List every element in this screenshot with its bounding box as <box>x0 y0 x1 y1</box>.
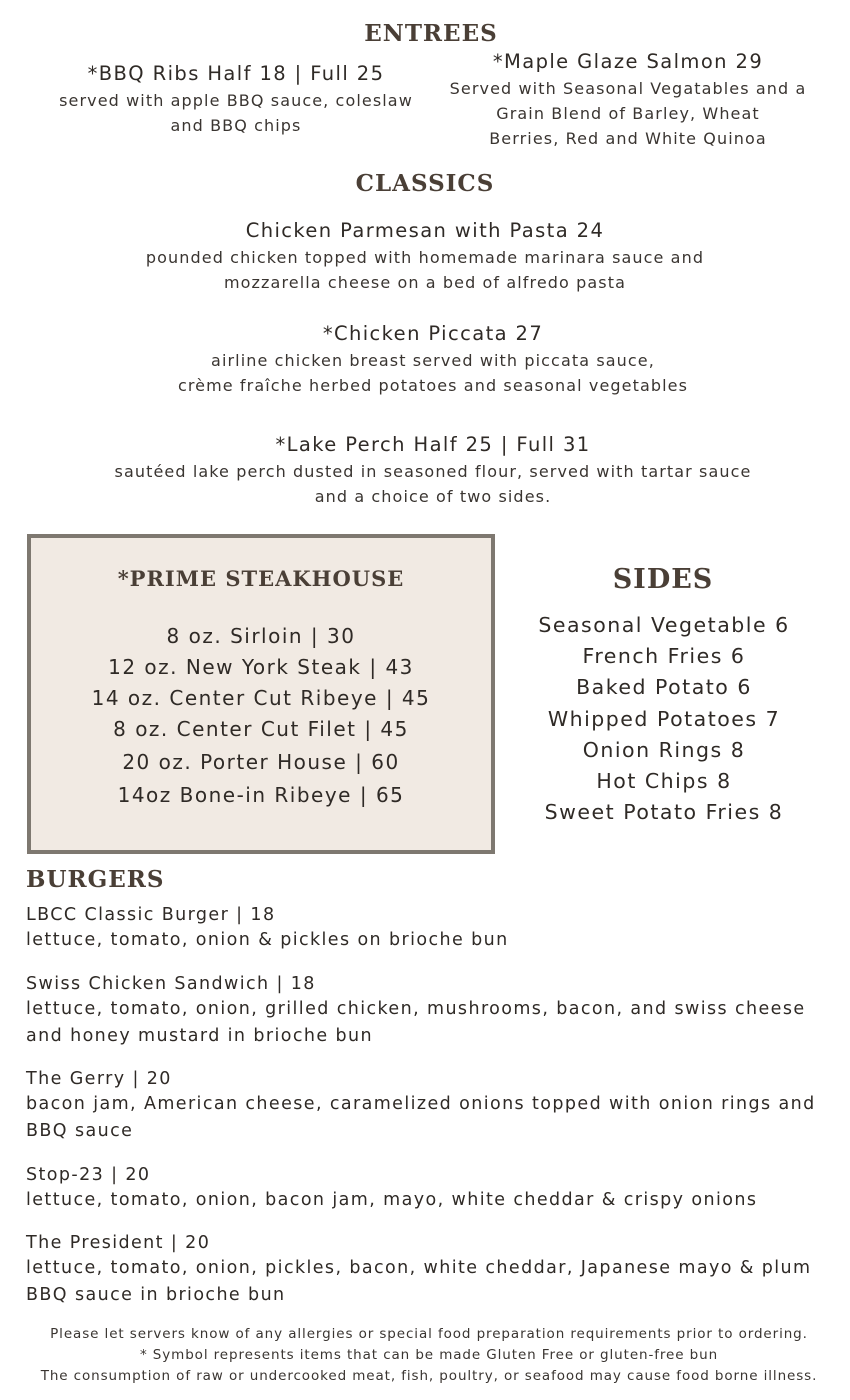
burger-item-swiss-chicken <box>26 972 816 1050</box>
side-item: Sweet Potato Fries 8 <box>544 800 784 825</box>
item-description: lettuce, tomato, onion, grilled chicken, mushrooms, bacon, and swiss cheese <box>26 999 806 1019</box>
steakhouse-list <box>31 621 491 811</box>
steak-item: 8 oz. Sirloin | 30 <box>166 624 356 648</box>
sides-heading: SIDES <box>612 564 714 595</box>
steak-item: 14oz Bone-in Ribeye | 65 <box>117 783 405 807</box>
item-description: lettuce, tomato, onion, bacon jam, mayo, white cheddar & crispy onions <box>26 1190 758 1210</box>
item-description: Grain Blend of Barley, Wheat <box>496 104 760 123</box>
gluten-free-notice: * Symbol represents items that can be made Gluten Free or gluten-free bun <box>139 1347 719 1363</box>
entree-item-salmon <box>428 48 828 151</box>
item-title: *BBQ Ribs Half 18 | Full 25 <box>87 62 385 85</box>
item-description: lettuce, tomato, onion, pickles, bacon, white cheddar, Japanese mayo & plum <box>26 1258 812 1278</box>
item-title: LBCC Classic Burger | 18 <box>26 905 276 925</box>
item-title: Chicken Parmesan with Pasta 24 <box>245 219 605 242</box>
item-description: and BBQ chips <box>170 116 302 135</box>
item-title: The Gerry | 20 <box>26 1069 172 1089</box>
side-item: French Fries 6 <box>582 644 746 669</box>
steak-item: 12 oz. New York Steak | 43 <box>108 655 414 679</box>
steak-item: 20 oz. Porter House | 60 <box>122 750 400 774</box>
side-item: Whipped Potatoes 7 <box>547 706 781 731</box>
item-title: *Chicken Piccata 27 <box>322 322 544 345</box>
item-description: and a choice of two sides. <box>314 487 552 506</box>
item-description: and honey mustard in brioche bun <box>26 1026 373 1046</box>
classic-item-chicken-parmesan <box>0 217 850 295</box>
side-item: Baked Potato 6 <box>576 675 752 700</box>
steakhouse-box <box>27 534 495 854</box>
classic-item-lake-perch <box>0 431 850 509</box>
item-title: *Lake Perch Half 25 | Full 31 <box>275 433 591 456</box>
item-description: crème fraîche herbed potatoes and seasonal vegetables <box>177 376 689 395</box>
burger-item-stop-23 <box>26 1163 816 1214</box>
item-description: Berries, Red and White Quinoa <box>489 129 767 148</box>
burger-item-lbcc-classic <box>26 903 816 954</box>
burger-item-the-president <box>26 1231 816 1309</box>
side-item: Onion Rings 8 <box>582 737 746 762</box>
item-description: BBQ sauce <box>26 1121 134 1141</box>
item-description: Served with Seasonal Vegatables and a <box>449 79 807 98</box>
steak-item: 8 oz. Center Cut Filet | 45 <box>113 717 409 741</box>
item-title: *Maple Glaze Salmon 29 <box>492 50 764 73</box>
burgers-heading: BURGERS <box>26 866 165 893</box>
item-description: lettuce, tomato, onion & pickles on brioche bun <box>26 930 509 950</box>
sides-list <box>514 610 814 828</box>
item-description: BBQ sauce in brioche bun <box>26 1285 286 1305</box>
steak-item: 14 oz. Center Cut Ribeye | 45 <box>91 686 431 710</box>
entree-item-bbq-ribs <box>36 60 436 138</box>
classics-heading: CLASSICS <box>355 170 495 197</box>
item-description: sautéed lake perch dusted in seasoned flour, served with tartar sauce <box>114 462 752 481</box>
item-description: airline chicken breast served with piccata sauce, <box>211 351 655 370</box>
item-description: pounded chicken topped with homemade marinara sauce and <box>145 248 705 267</box>
item-title: Swiss Chicken Sandwich | 18 <box>26 974 316 994</box>
side-item: Seasonal Vegetable 6 <box>538 613 790 637</box>
allergy-notice: Please let servers know of any allergies or special food preparation requirements prior to ordering. <box>50 1326 808 1342</box>
item-description: mozzarella cheese on a bed of alfredo pasta <box>223 273 627 292</box>
item-description: served with apple BBQ sauce, coleslaw <box>59 91 413 110</box>
item-title: Stop-23 | 20 <box>26 1165 151 1185</box>
burger-item-the-gerry <box>26 1067 816 1145</box>
classic-item-chicken-piccata <box>0 320 850 398</box>
steakhouse-heading: *PRIME STEAKHOUSE <box>117 566 405 591</box>
item-description: bacon jam, American cheese, caramelized onions topped with onion rings and <box>26 1094 816 1114</box>
consumption-warning: The consumption of raw or undercooked meat, fish, poultry, or seafood may cause food borne illness. <box>40 1368 818 1384</box>
entrees-heading: ENTREES <box>364 20 498 47</box>
footer-notes <box>0 1324 850 1387</box>
side-item: Hot Chips 8 <box>596 768 732 793</box>
item-title: The President | 20 <box>26 1233 211 1253</box>
